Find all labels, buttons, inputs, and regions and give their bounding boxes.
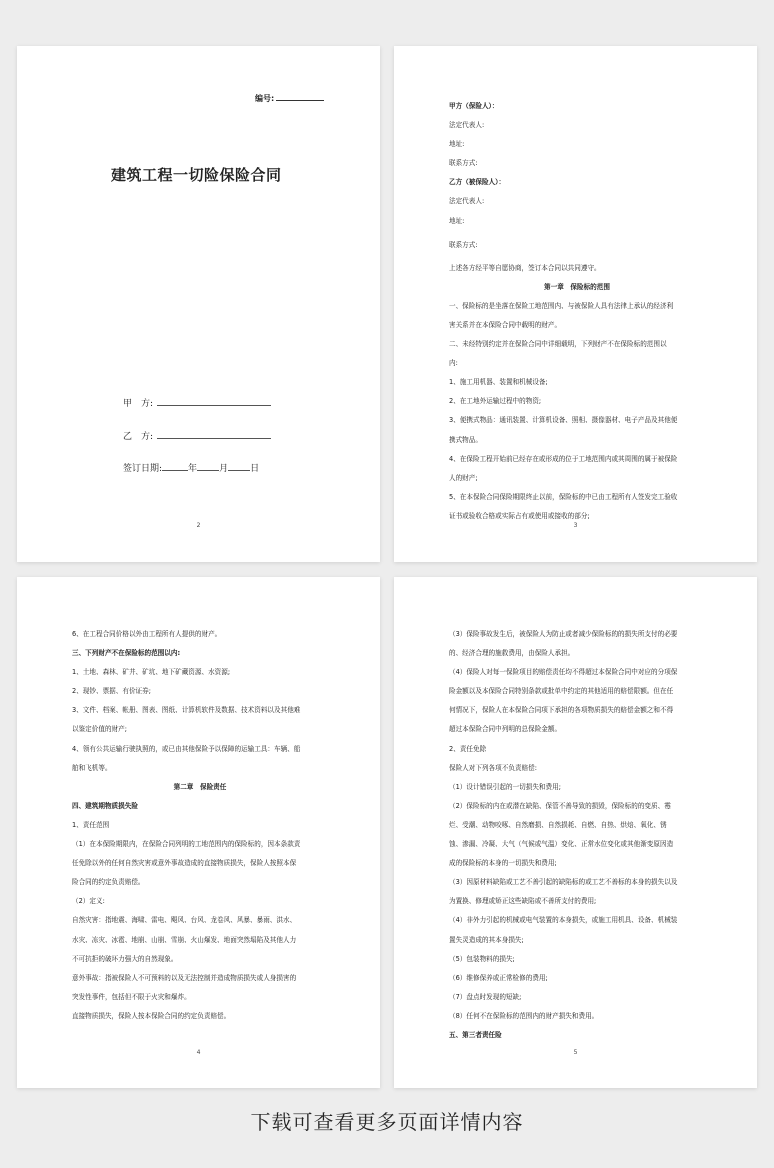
- chapter-heading: 第二章 保险责任: [173, 782, 227, 791]
- text-line: （6）维修保养或正常检修的费用;: [449, 973, 548, 982]
- page-5-body: [449, 625, 705, 1045]
- text-line: 4、领有公共运输行驶执照的，或已由其他保险予以保障的运输工具：车辆、船: [72, 744, 301, 753]
- text-line: （8）任何不在保险标的范围内的财产损失和费用。: [449, 1011, 599, 1020]
- text-line: 不可抗拒的破坏力强大的自然现象。: [72, 954, 178, 963]
- text-line: 3、文件、档案、帐册、图表、图纸、计算机软件及数据、技术资料以及其他难: [72, 706, 301, 715]
- text-line: （4）非外力引起的机械或电气装置的本身损失，或施工用机具、设备、机械装: [449, 916, 678, 925]
- text-line: 置失灵造成的其本身损失;: [449, 935, 524, 944]
- year-blank: [162, 462, 188, 471]
- text-line: 1、施工用机器、装置和机械设备;: [449, 378, 548, 387]
- page-2-cover: [17, 46, 380, 562]
- party-b-label: 乙 方:: [123, 432, 154, 442]
- section-heading: 甲方（保险人）：: [449, 102, 499, 110]
- page-3: [394, 46, 757, 562]
- section-heading: 四、建筑期物质损失险: [72, 801, 138, 810]
- text-line: 险金额以及本保险合同特别条款或批单中约定的其他适用的赔偿限额。但在任: [449, 687, 674, 696]
- text-line: 6、在工程合同价格以外由工程所有人提供的财产。: [72, 630, 222, 638]
- section-heading: 乙方（被保险人）：: [449, 178, 506, 187]
- text-line: 突发性事件，包括但不限于火灾和爆炸。: [72, 992, 191, 1001]
- text-line: 一、保险标的是坐落在保险工地范围内、与被保险人具有法律上承认的经济利: [449, 301, 674, 310]
- page-number: 4: [196, 1049, 201, 1056]
- day-label: 日: [250, 464, 260, 474]
- sign-date-label: 签订日期:: [123, 464, 163, 474]
- text-line: 超过本保险合同中列明的总保险金额。: [449, 725, 562, 734]
- text-line: （2）定义:: [72, 897, 105, 906]
- text-line: 2、在工地外运输过程中的物资;: [449, 397, 542, 406]
- day-blank: [228, 462, 250, 471]
- section-heading: 五、第三者责任险: [449, 1030, 502, 1039]
- text-line: 意外事故：指被保险人不可预料的以及无法控制并造成物质损失或人身损害的: [72, 973, 297, 982]
- text-line: 为置换、修理或矫正这些缺陷或不善所支付的费用;: [449, 897, 597, 906]
- text-line: 2、现钞、票据、有价证券;: [72, 687, 151, 696]
- text-line: （5）包装物料的损失;: [449, 954, 515, 963]
- text-line: 险合同的约定负责赔偿。: [72, 878, 145, 887]
- page-5: [394, 577, 757, 1088]
- page-4: [17, 577, 380, 1088]
- page-3-body: [449, 97, 705, 526]
- text-line: 自然灾害：指地震、海啸、雷电、飓风、台风、龙卷风、风暴、暴雨、洪水、: [72, 916, 297, 925]
- text-line: 直接物质损失，保险人按本保险合同的约定负责赔偿。: [72, 1011, 231, 1020]
- contract-number: [255, 93, 324, 104]
- sign-date-field: [123, 461, 259, 474]
- text-line: 3、便携式物品：通讯装置、计算机设备、照相、摄像器材、电子产品及其他便: [449, 416, 678, 425]
- contract-title: 建筑工程一切险保险合同: [111, 166, 282, 184]
- text-line: 2、责任免除: [449, 744, 487, 753]
- page-number: 5: [573, 1049, 578, 1056]
- text-line: 的、经济合理的施救费用，由保险人承担。: [449, 649, 575, 658]
- text-line: 联系方式:: [449, 240, 478, 249]
- month-blank: [197, 462, 219, 471]
- text-line: 证书或验收合格或实际占有或使用或接收的部分;: [449, 511, 590, 520]
- text-line: 成的保险标的本身的一切损失和费用;: [449, 859, 557, 868]
- month-label: 月: [219, 464, 229, 474]
- year-label: 年: [188, 464, 198, 474]
- text-line: 4、在保险工程开始前已经存在或形成的位于工地范围内或其周围的属于被保险: [449, 454, 678, 463]
- text-line: 烂、受潮、动物咬啄、自然磨损、自然损耗、自燃、自热、烘焙、氧化、锈: [449, 820, 667, 829]
- party-a-blank: [157, 397, 271, 406]
- download-more-link[interactable]: 下载可查看更多页面详情内容: [250, 1110, 524, 1134]
- party-a-label: 甲 方:: [123, 399, 154, 409]
- page-4-body: [72, 625, 328, 1026]
- text-line: 5、在本保险合同保险期限终止以前，保险标的中已由工程所有人签发完工验收: [449, 492, 678, 501]
- page-number: 2: [196, 522, 201, 529]
- text-line: 联系方式:: [449, 159, 478, 168]
- party-a-field: [123, 396, 271, 409]
- text-line: 1、责任范围: [72, 820, 110, 829]
- text-line: （1）在本保险期限内，在保险合同列明的工地范围内的保险标的，因本条款责: [72, 840, 301, 849]
- text-line: 人的财产;: [449, 473, 478, 482]
- page-number: 3: [573, 522, 578, 529]
- text-line: 何情况下，保险人在本保险合同项下承担的各项物质损失的赔偿金额之和不得: [449, 706, 674, 715]
- text-line: （3）因原材料缺陷或工艺不善引起的缺陷标的或工艺不善标的本身的损失以及: [449, 878, 678, 887]
- text-line: 上述各方经平等自愿协商，签订本合同以共同遵守。: [449, 263, 601, 272]
- text-line: 地址:: [449, 140, 465, 149]
- contract-number-blank: [276, 93, 324, 101]
- section-heading: 三、下列财产不在保险标的范围以内:: [72, 649, 181, 658]
- text-line: 二、未经特别约定并在保险合同中详细载明，下列财产不在保险标的范围以: [449, 340, 667, 349]
- chapter-heading: 第一章 保险标的范围: [544, 282, 610, 291]
- text-line: 保险人对下列各项不负责赔偿:: [449, 763, 537, 772]
- text-line: 内:: [449, 359, 458, 368]
- contract-number-label: 编号:: [255, 94, 275, 103]
- text-line: 水灾、冻灾、冰雹、地崩、山崩、雪崩、火山爆发、地面突然塌陷及其他人力: [72, 935, 297, 944]
- party-b-blank: [157, 430, 271, 439]
- text-line: （1）设计错误引起的一切损失和费用;: [449, 782, 561, 791]
- text-line: （2）保险标的内在或潜在缺陷、保管不善导致的损毁，保险标的的变质、霉: [449, 801, 671, 810]
- text-line: 法定代表人:: [449, 197, 485, 206]
- text-line: 舶和飞机等。: [72, 763, 112, 772]
- text-line: （3）保险事故发生后，被保险人为防止或者减少保险标的的损失所支付的必要: [449, 630, 678, 638]
- text-line: （7）盘点时发现的短缺;: [449, 992, 522, 1001]
- party-b-field: [123, 429, 271, 442]
- text-line: 携式物品。: [449, 435, 482, 444]
- text-line: （4）保险人对每一保险项目的赔偿责任均不得超过本保险合同中对应的分项保: [449, 668, 678, 677]
- text-line: 1、土地、森林、矿井、矿坑、地下矿藏资源、水资源;: [72, 668, 231, 677]
- text-line: 蚀、渗漏、冷凝、大气（气候或气温）变化、正常水位变化或其他渐变原因造: [449, 840, 674, 849]
- text-line: 任免除以外的任何自然灾害或意外事故造成的直接物质损失，保险人按照本保: [72, 859, 297, 868]
- text-line: 法定代表人:: [449, 121, 485, 130]
- text-line: 害关系并在本保险合同中载明的财产。: [449, 320, 562, 329]
- text-line: 以鉴定价值的财产;: [72, 725, 127, 734]
- text-line: 地址:: [449, 216, 465, 225]
